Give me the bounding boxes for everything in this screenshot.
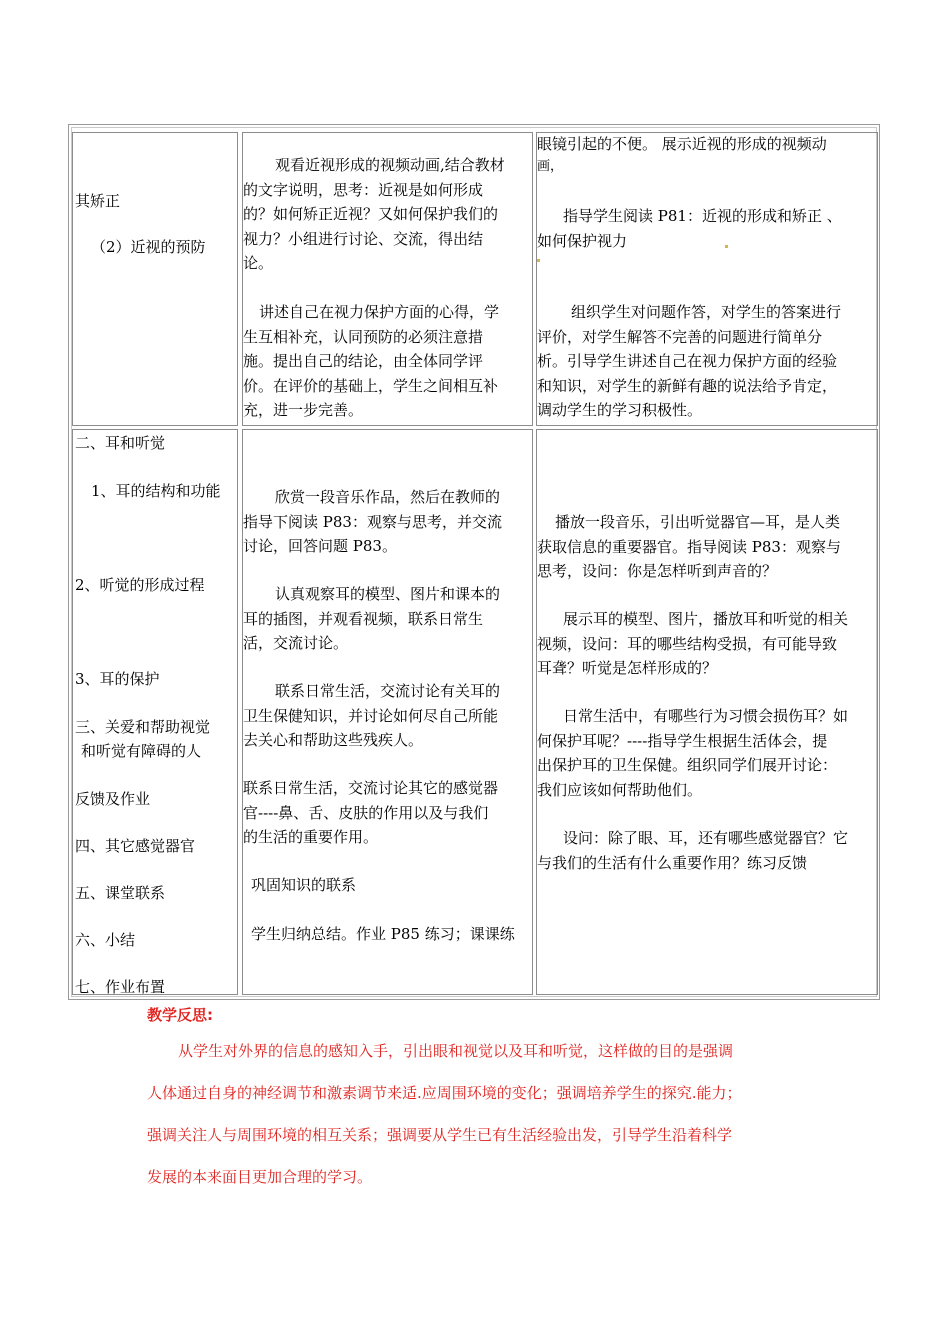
row1-student-line: 充，进一步完善。 [243,401,364,419]
row1-teacher-line: 眼镜引起的不便。 展示近视的形成的视频动 [537,135,827,153]
reflection-title: 教学反思: [147,1006,213,1024]
row2-teacher-line: 播放一段音乐，引出听觉器官—耳，是人类 [555,513,841,531]
row2-teacher-line: 与我们的生活有什么重要作用？练习反馈 [537,853,808,872]
row2-topic-line: 1、耳的结构和功能 [91,482,221,500]
row2-student-line: 指导下阅读 P83：观察与思考，并交流 [243,512,502,531]
row2-topic-line: 3、耳的保护 [75,670,160,688]
row2-teacher-line: 思考，设问：你是怎样听到声音的？ [537,562,778,580]
row2-topic-cell [72,429,238,995]
row2-teacher-line: 何保护耳呢？----指导学生根据生活体会，提 [537,731,828,750]
row2-student-line: 欣赏一段音乐作品，然后在教师的 [275,488,501,506]
row2-student-line: 巩固知识的联系 [251,876,357,894]
decorative-dot [537,259,540,262]
lesson-table-inner [71,127,877,997]
row2-teacher-line: 耳聋？听觉是怎样形成的？ [537,659,718,677]
row1-teacher-line: 调动学生的学习积极性。 [537,401,703,419]
row2-student-line: 学生归纳总结。作业 P85 练习；课课练 [251,925,515,943]
row2-topic-line: 七、作业布置 [75,978,166,995]
row2-teacher-line: 出保护耳的卫生保健。组织同学们展开讨论： [537,756,838,774]
row2-student-line: 耳的插图，并观看视频，联系日常生 [243,609,484,628]
row1-teacher-line: 评价，对学生解答不完善的问题进行简单分 [537,327,823,346]
row2-teacher-line: 获取信息的重要器官。指导阅读 P83：观察与 [537,537,841,556]
row1-student-line: 价。在评价的基础上，学生之间相互补 [243,376,499,395]
row2-student-line: 活，交流讨论。 [243,634,349,652]
row1-student-line: 的文字说明，思考：近视是如何形成 [243,180,484,199]
row2-topic-line: 五、课堂联系 [75,884,166,902]
row1-student-line: 论。 [243,254,274,272]
row2-student-line: 联系日常生活，交流讨论有关耳的 [275,682,501,700]
row2-student-line: 的生活的重要作用。 [243,828,379,846]
row2-student-line: 去关心和帮助这些残疾人。 [243,731,424,749]
row2-student-line: 讨论，回答问题 P83。 [243,537,397,555]
row2-teacher-cell [536,429,878,995]
row1-student-line: 视力？小组进行讨论、交流，得出结 [243,229,484,248]
row2-teacher-line: 展示耳的模型、图片，播放耳和听觉的相关 [563,610,849,628]
row1-student-line: 生互相补充，认同预防的必须注意措 [243,327,484,346]
row2-student-line: 认真观察耳的模型、图片和课本的 [275,585,501,603]
row1-topic-line: （2）近视的预防 [91,238,206,256]
row1-teacher-line: 组织学生对问题作答，对学生的答案进行 [571,303,842,321]
row1-topic-cell [72,132,238,426]
row2-teacher-line: 视频，设问：耳的哪些结构受损，有可能导致 [537,634,838,653]
row2-teacher-line: 我们应该如何帮助他们。 [537,780,703,799]
row1-teacher-line: 画， [537,159,564,174]
row1-student-line: 施。提出自己的结论，由全体同学评 [243,352,484,370]
row2-student-line: 官----鼻、舌、皮肤的作用以及与我们 [243,803,489,822]
reflection-line: 强调关注人与周围环境的相互关系；强调要从学生已有生活经验出发，引导学生沿着科学 [147,1126,733,1144]
row1-student-line: 讲述自己在视力保护方面的心得，学 [259,303,500,321]
row1-student-line: 的？如何矫正近视？又如何保护我们的 [243,205,499,223]
row2-teacher-line: 设问：除了眼、耳，还有哪些感觉器官？它 [563,829,849,847]
reflection-line: 从学生对外界的信息的感知入手，引出眼和视觉以及耳和听觉，这样做的目的是强调 [178,1042,734,1060]
row2-topic-line: 六、小结 [75,931,136,949]
row2-topic-line: 三、关爱和帮助视觉 [75,718,211,736]
row1-teacher-line: 如何保护视力 [537,231,628,250]
row2-teacher-line: 日常生活中，有哪些行为习惯会损伤耳？如 [563,707,849,725]
row2-student-line: 卫生保健知识，并讨论如何尽自己所能 [243,706,499,725]
row2-topic-line: 四、其它感觉器官 [75,837,196,855]
reflection-line: 人体通过自身的神经调节和激素调节来适.应周围环境的变化；强调培养学生的探究.能力； [147,1084,742,1102]
row2-student-cell [242,429,533,995]
row1-student-line: 观看近视形成的视频动画,结合教材 [275,156,505,174]
row1-teacher-line: 和知识，对学生的新鲜有趣的说法给予肯定， [537,376,838,395]
row1-student-cell [242,132,533,426]
lesson-table [68,124,880,1000]
row2-topic-line: 二、耳和听觉 [75,434,166,452]
row2-topic-line: 反馈及作业 [75,790,151,808]
row1-topic-line: 其矫正 [75,192,121,210]
row2-topic-line: 和听觉有障碍的人 [81,742,202,760]
decorative-dot [725,245,728,248]
row1-teacher-line: 析。引导学生讲述自己在视力保护方面的经验 [537,352,838,370]
row2-topic-line: 2、听觉的形成过程 [75,576,205,594]
row1-teacher-cell [536,132,878,426]
reflection-line: 发展的本来面目更加合理的学习。 [147,1168,373,1186]
row1-teacher-line: 指导学生阅读 P81：近视的形成和矫正 、 [563,207,842,225]
row2-student-line: 联系日常生活，交流讨论其它的感觉器 [243,779,499,797]
